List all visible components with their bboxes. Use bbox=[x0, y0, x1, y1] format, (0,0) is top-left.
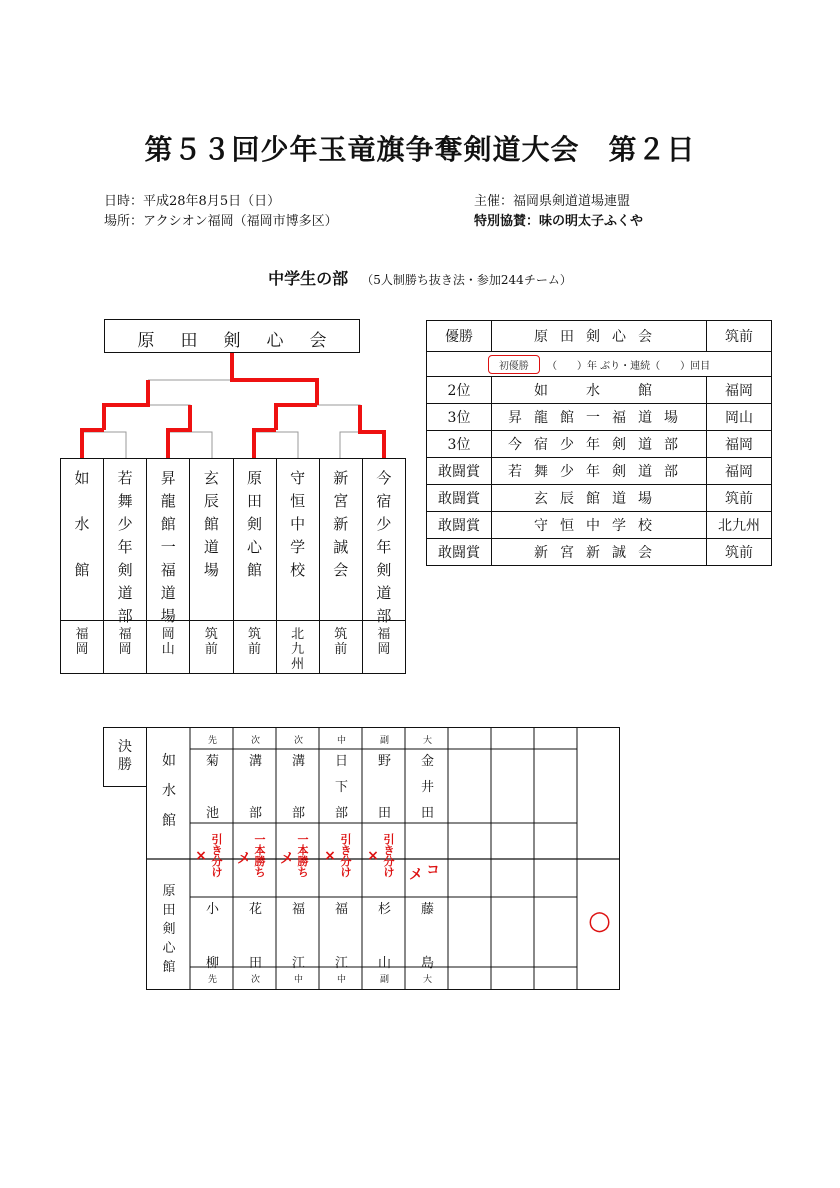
results-rank: 敢闘賞 bbox=[427, 458, 492, 485]
bracket-team-region: 筑 前 bbox=[204, 627, 218, 657]
bracket-team-region: 福 岡 bbox=[75, 627, 89, 657]
results-team: 如 水 館 bbox=[492, 377, 707, 404]
bracket-team-region: 福 岡 bbox=[118, 627, 132, 657]
bout-result-mark: × bbox=[324, 848, 336, 864]
results-region: 福岡 bbox=[707, 431, 772, 458]
bracket-team-name: 如 水 館 bbox=[61, 459, 103, 621]
position-label-b: 次 bbox=[250, 975, 260, 985]
bracket-team-region: 岡 山 bbox=[161, 627, 175, 657]
bout-result-mark: メ bbox=[237, 851, 251, 867]
bout-result-text: 一本勝ち bbox=[254, 833, 266, 879]
position-label-a: 中 bbox=[336, 736, 346, 746]
final-label: 決 勝 bbox=[103, 727, 146, 787]
results-rank: 敢闘賞 bbox=[427, 485, 492, 512]
bout-result-mark: × bbox=[367, 848, 379, 864]
results-team: 昇龍館一福道場 bbox=[492, 404, 707, 431]
bracket-team-name: 原 田 剣 心 館 bbox=[234, 459, 276, 621]
results-row bbox=[427, 404, 772, 431]
event-date: 日時：平成28年8月5日（日） bbox=[104, 194, 281, 209]
results-rank: 敢闘賞 bbox=[427, 539, 492, 566]
results-region: 岡山 bbox=[707, 404, 772, 431]
final-match-table: 如 水 館 原 田 剣 心 館 先 次 次 中 副 大 先 次 中 中 副 大 菊 池 溝 部 溝 部 日 下 部 野 田 金 井 田 小 柳 花 田 福 江 福 江 杉 山 藤 島 × 引き分け メ 一本勝ち メ 一本勝ち × 引き分け × 引き分け メ コ ○ bbox=[146, 727, 620, 990]
results-region: 筑前 bbox=[707, 485, 772, 512]
position-label-b: 中 bbox=[293, 975, 303, 985]
results-row bbox=[427, 512, 772, 539]
results-note-row bbox=[427, 352, 772, 377]
event-host: 主催：福岡県剣道道場連盟 bbox=[474, 194, 631, 209]
bracket-team-name: 若 舞 少 年 剣 道 部 bbox=[104, 459, 146, 621]
bracket-team-region: 筑 前 bbox=[334, 627, 348, 657]
results-team: 新宮新誠会 bbox=[492, 539, 707, 566]
results-rank: 3位 bbox=[427, 404, 492, 431]
results-team: 今宿少年剣道部 bbox=[492, 431, 707, 458]
results-note-text: （ ）年 ぶり・連続（ ）回目 bbox=[547, 360, 711, 372]
results-row bbox=[427, 539, 772, 566]
bracket-team bbox=[147, 459, 190, 673]
bout-result-mark: メ bbox=[409, 867, 423, 883]
bracket-team-name: 守 恒 中 学 校 bbox=[277, 459, 319, 621]
page-title: 第５３回少年玉竜旗争奪剣道大会 第２日 bbox=[144, 133, 696, 166]
position-label-a: 次 bbox=[250, 736, 260, 746]
results-region: 筑前 bbox=[707, 539, 772, 566]
results-row bbox=[427, 485, 772, 512]
results-region: 北九州 bbox=[707, 512, 772, 539]
results-table bbox=[426, 320, 772, 566]
position-label-a: 先 bbox=[207, 736, 217, 746]
bracket-teams bbox=[60, 458, 406, 674]
results-rank: 2位 bbox=[427, 377, 492, 404]
final-winner-mark: ○ bbox=[588, 906, 611, 936]
position-label-a: 次 bbox=[293, 736, 303, 746]
results-team: 原田剣心会 bbox=[492, 321, 707, 352]
position-label-a: 大 bbox=[422, 736, 432, 746]
results-row bbox=[427, 458, 772, 485]
bout-result-text: 一本勝ち bbox=[297, 833, 309, 879]
bracket-team bbox=[190, 459, 233, 673]
position-label-b: 副 bbox=[379, 975, 389, 985]
section-subtitle: （5人制勝ち抜き法・参加244チーム） bbox=[361, 273, 572, 287]
bout-result-text: コ bbox=[426, 863, 440, 878]
bracket-team bbox=[104, 459, 147, 673]
results-region: 福岡 bbox=[707, 377, 772, 404]
bracket-team bbox=[277, 459, 320, 673]
position-label-a: 副 bbox=[379, 736, 389, 746]
event-venue: 場所：アクシオン福岡（福岡市博多区） bbox=[104, 214, 338, 229]
bracket-team-region: 筑 前 bbox=[248, 627, 262, 657]
results-team: 守恒中学校 bbox=[492, 512, 707, 539]
bout-result-text: 引き分け bbox=[383, 833, 395, 879]
bout-result-mark: × bbox=[195, 848, 207, 864]
position-label-b: 先 bbox=[207, 975, 217, 985]
bracket-team-name: 今 宿 少 年 剣 道 部 bbox=[363, 459, 405, 621]
results-team: 玄辰館道場 bbox=[492, 485, 707, 512]
results-rank: 敢闘賞 bbox=[427, 512, 492, 539]
bracket-team bbox=[363, 459, 405, 673]
bout-result-text: 引き分け bbox=[340, 833, 352, 879]
results-row bbox=[427, 377, 772, 404]
first-win-badge: 初優勝 bbox=[488, 355, 540, 374]
results-rank: 3位 bbox=[427, 431, 492, 458]
bracket-winner-name: 原田剣心会 bbox=[137, 331, 353, 351]
bracket-team-name: 昇 龍 館 一 福 道 場 bbox=[147, 459, 189, 621]
results-rank: 優勝 bbox=[427, 321, 492, 352]
bout-result-mark: メ bbox=[280, 851, 294, 867]
bracket-team-region: 福 岡 bbox=[377, 627, 391, 657]
bracket-team-name: 玄 辰 館 道 場 bbox=[190, 459, 232, 621]
bracket-team bbox=[234, 459, 277, 673]
bout-result-text: 引き分け bbox=[211, 833, 223, 879]
position-label-b: 大 bbox=[422, 975, 432, 985]
bracket-team bbox=[61, 459, 104, 673]
section-title: 中学生の部 bbox=[268, 269, 349, 288]
position-label-b: 中 bbox=[336, 975, 346, 985]
bracket-team-name: 新 宮 新 誠 会 bbox=[320, 459, 362, 621]
bracket-team bbox=[320, 459, 363, 673]
results-team: 若舞少年剣道部 bbox=[492, 458, 707, 485]
results-region: 福岡 bbox=[707, 458, 772, 485]
results-region: 筑前 bbox=[707, 321, 772, 352]
results-row-champion bbox=[427, 321, 772, 352]
results-row bbox=[427, 431, 772, 458]
event-sponsor: 特別協賛：味の明太子ふくや bbox=[474, 214, 644, 229]
bracket-team-region: 北 九 州 bbox=[291, 627, 305, 672]
